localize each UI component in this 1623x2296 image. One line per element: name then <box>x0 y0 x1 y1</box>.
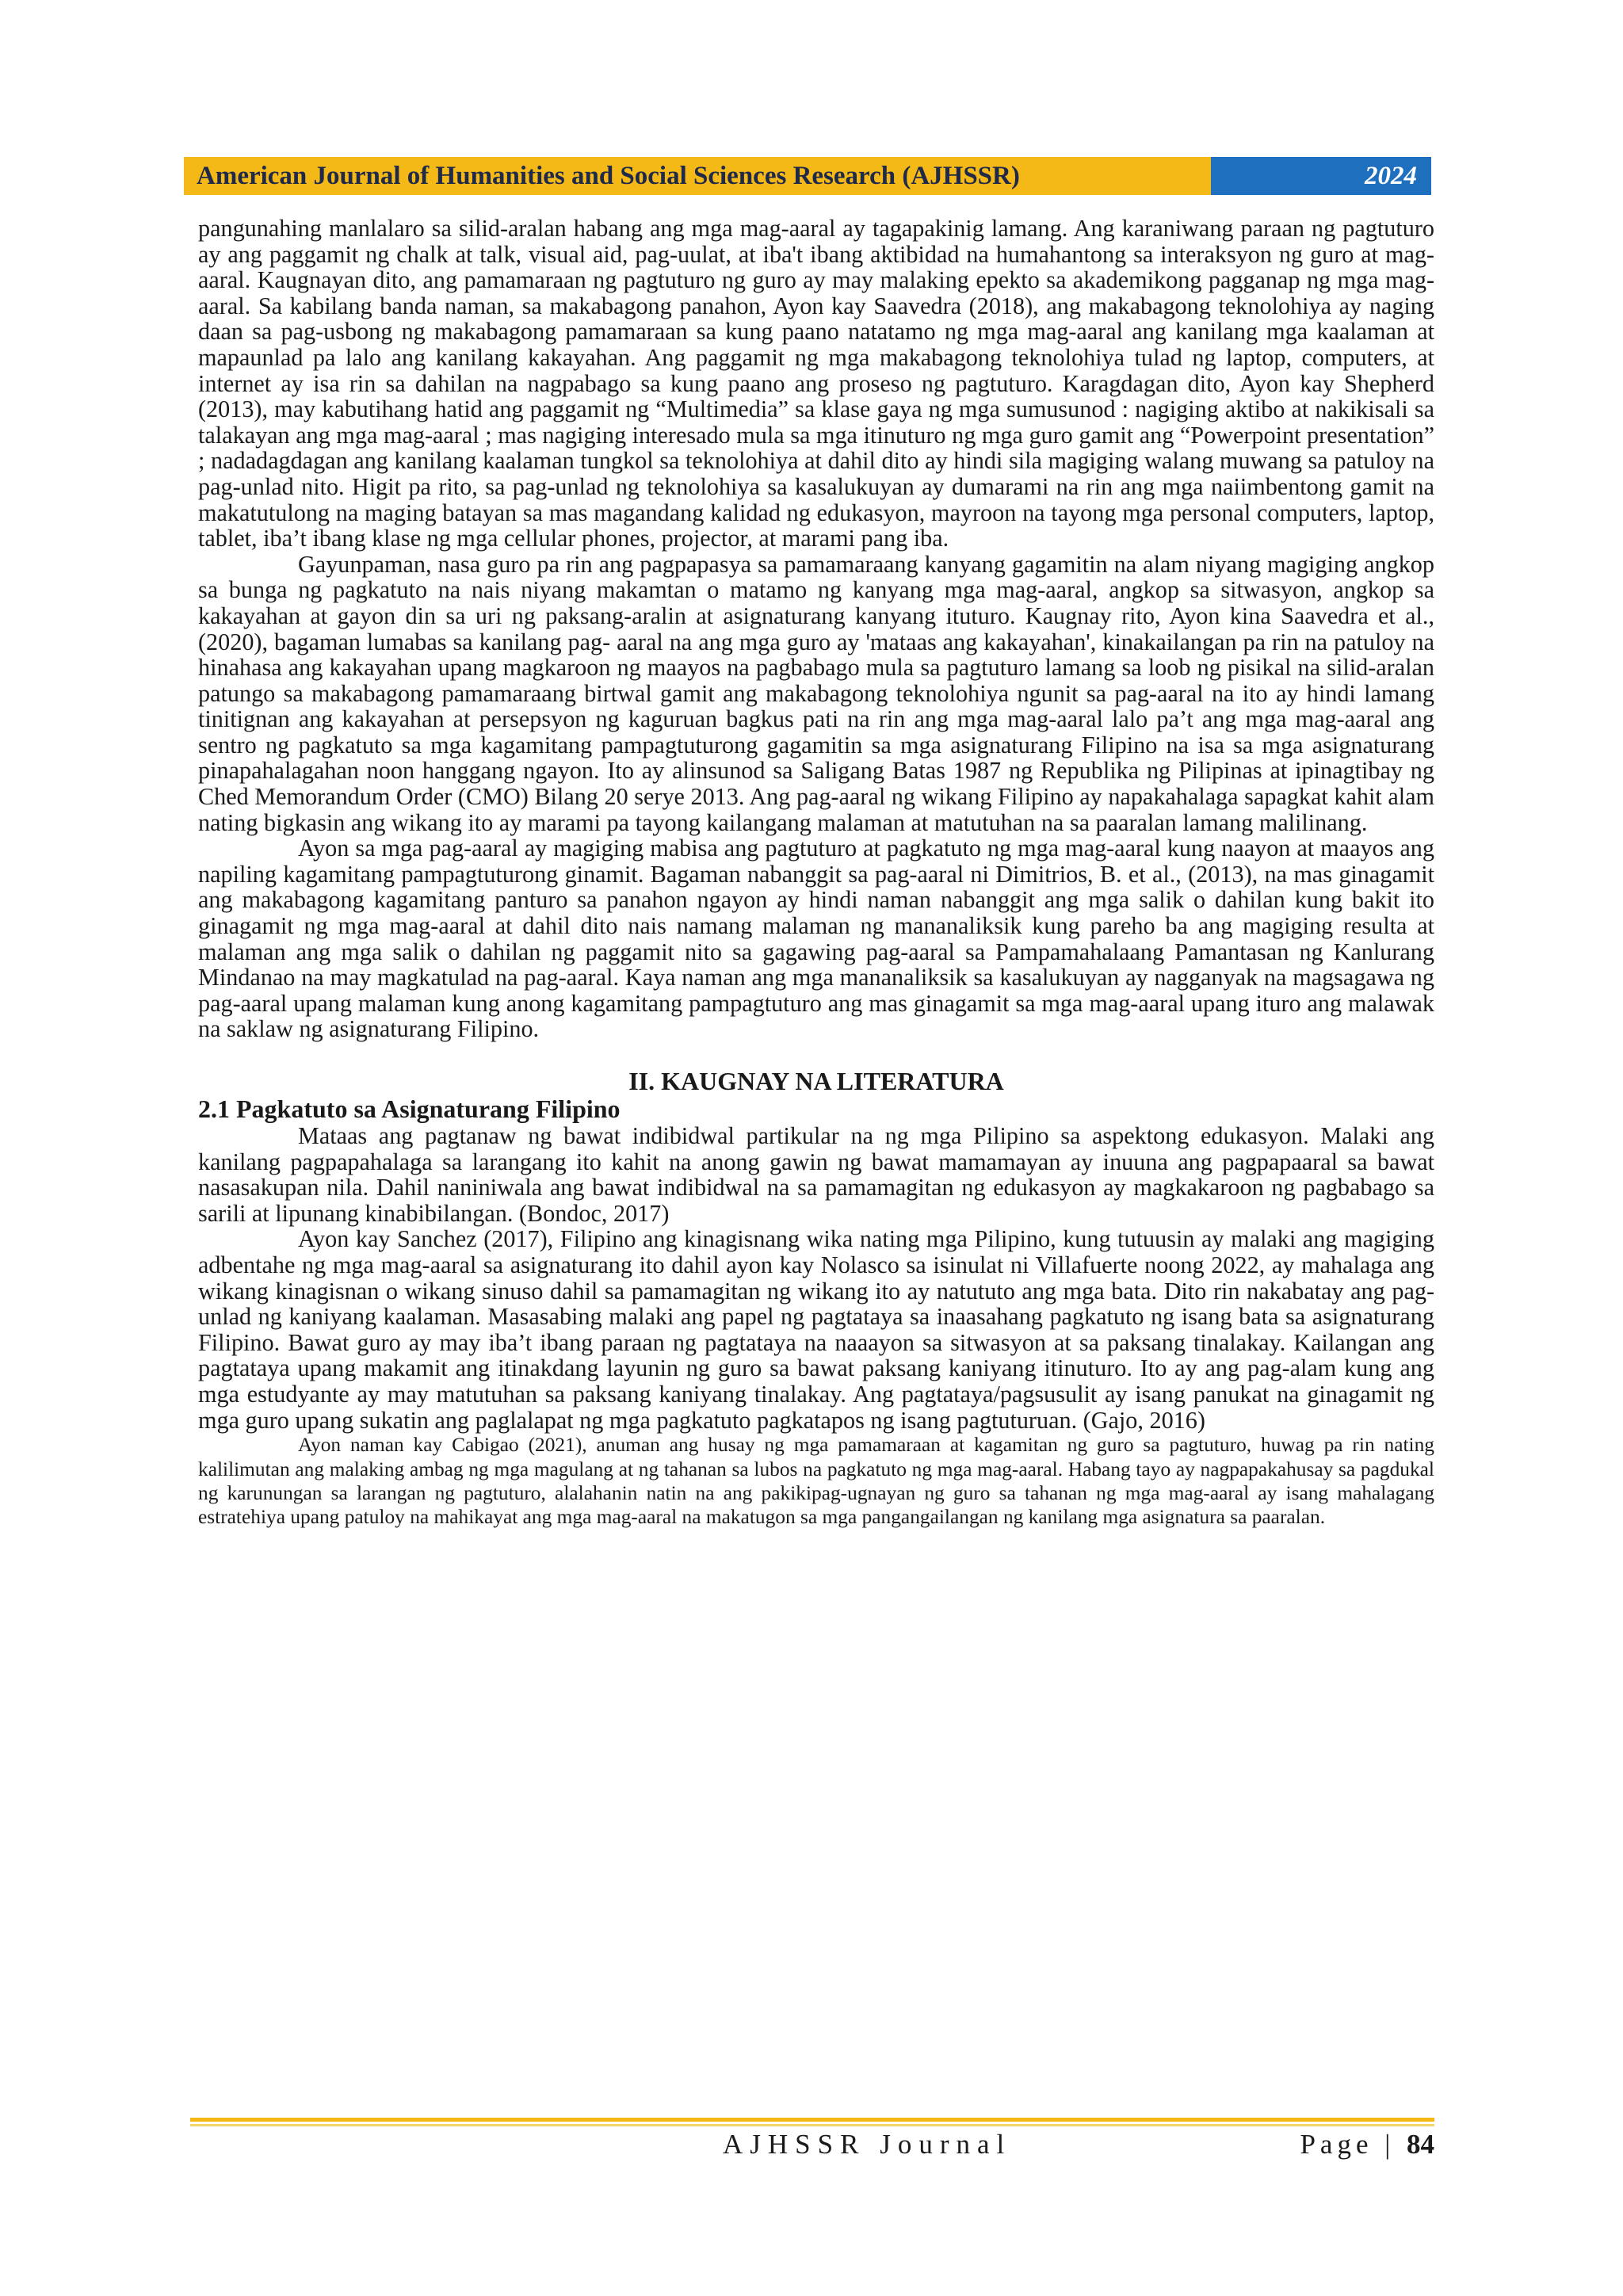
body-paragraph: Gayunpaman, nasa guro pa rin ang pagpapasya sa pamamaraang kanyang gagamitin na alam niyang magiging angkop sa bunga ng pagkatuto na nais niyang makamtan o matamo ng kanyang mga mag-aaral, angkop sa sitwasyon, angkop sa kakayahan at gayon din sa uri ng paksang-aralin at asignaturang kanyang ituturo. Kaugnay rito, Ayon kina Saavedra et al., (2020), bagaman lumabas sa kanilang pag- aaral na ang mga guro ay 'mataas ang kakayahan', kinakailangan pa rin na patuloy na hinahasa ang kakayahan upang magkaroon ng maayos na pagbabago mula sa pagtuturo lamang sa loob ng pisikal na silid-aralan patungo sa makabagong pamamaraang birtwal gamit ang makabagong teknolohiya ngunit sa pag-aaral na ito ay hindi lamang tinitignan ang kakayahan at persepsyon ng kaguruan bagkus pati na rin ang mga mag-aaral lalo pa’t ang mga mag-aaral ang sentro ng pagkatuto sa mga kagamitang pampagtuturong gagamitin sa mga asignaturang Filipino na isa sa mga asignaturang pinapahalagahan noon hanggang ngayon. Ito ay alinsunod sa Saligang Batas 1987 ng Republika ng Pilipinas at ipinagtibay ng Ched Memorandum Order (CMO) Bilang 20 serye 2013. Ang pag-aaral ng wikang Filipino ay napakahalaga sapagkat kahit alam nating bigkasin ang wikang ito ay marami pa tayong kailangang malaman at matutuhan na sa paaralan lamang malilinang. <box>198 550 1434 836</box>
page-label: Page | <box>1300 2129 1396 2160</box>
journal-title: American Journal of Humanities and Social Sciences Research (AJHSSR) <box>184 157 1211 195</box>
body-paragraph: Mataas ang pagtanaw ng bawat indibidwal partikular na ng mga Pilipino sa aspektong edukasyon. Malaki ang kanilang pagpapahalaga sa larangang ito kahit na anong gawin ng bawat mamamayan ay inuuna ang pagpapaaral sa bawat nasasakupan nila. Dahil naniniwala ang bawat indibidwal na sa pamamagitan ng edukasyon ay magkakaroon ng pagbabago sa sarili at lipunang kinabibilangan. (Bondoc, 2017) <box>198 1122 1434 1227</box>
publication-year: 2024 <box>1211 157 1431 195</box>
footer-journal-name: AJHSSR Journal <box>723 2129 1012 2160</box>
body-paragraph: Ayon kay Sanchez (2017), Filipino ang kinagisnang wika nating mga Pilipino, kung tutuusin ay malaki ang magiging adbentahe ng mga mag-aaral sa asignaturang ito dahil ayon kay Nolasco sa isinulat ni Villafuerte noong 2022, ay mahalaga ang wikang kinagisnan o wikang sinuso dahil sa pamamagitan ng wikang ito ay natututo ang mga bata. Dito rin nakabatay ang pag-unlad ng kaniyang kaalaman. Masasabing malaki ang papel ng pagtataya sa inaasahang pagkatuto ng isang bata sa asignaturang Filipino. Bawat guro ay may iba’t ibang paraan ng pagtataya na naaayon sa sitwasyon at sa paksang tinalakay. Kailangan ang pagtataya upang makamit ang itinakdang layunin ng guro sa bawat paksang kaniyang itinuturo. Ito ay ang pag-alam kung ang mga estudyante ay may matutuhan sa paksang kaniyang tinalakay. Ang pagtataya/pagsusulit ay isang panukat na ginagamit ng mga guro upang sukatin ang paglalapat ng mga pagkatuto pagkatapos ng isang pagtuturuan. (Gajo, 2016) <box>198 1225 1434 1434</box>
page-number-value: 84 <box>1407 2129 1434 2160</box>
subsection-heading: 2.1 Pagkatuto sa Asignaturang Filipino <box>198 1095 621 1123</box>
article-body <box>198 216 1434 1530</box>
page-number <box>1300 2129 1434 2160</box>
body-paragraph: pangunahing manlalaro sa silid-aralan habang ang mga mag-aaral ay tagapakinig lamang. Ang karaniwang paraan ng pagtuturo ay ang paggamit ng chalk at talk, visual aid, pag-uulat, at iba't ibang aktibidad na humahantong sa interaksyon ng guro at mag-aaral. Kaugnayan dito, ang pamamaraan ng pagtuturo ng guro ay may malaking epekto sa akademikong pagganap ng mga mag-aaral. Sa kabilang banda naman, sa makabagong panahon, Ayon kay Saavedra (2018), ang makabagong teknolohiya ay naging daan sa pag-usbong ng makabagong pamamaraan sa kung paano natatamo ng mga mag-aaral ang kanilang mga kaalaman at mapaunlad pa lalo ang kanilang kakayahan. Ang paggamit ng mga makabagong teknolohiya tulad ng laptop, computers, at internet ay isa rin sa dahilan na nagpabago sa kung paano ang proseso ng pagtuturo. Karagdagan dito, Ayon kay Shepherd (2013), may kabutihang hatid ang paggamit ng “Multimedia” sa klase gaya ng mga sumusunod : nagiging aktibo at nakikisali sa talakayan ang mga mag-aaral ; mas nagiging interesado mula sa mga itinuturo ng mga guro gamit ang “Powerpoint presentation” ; nadadagdagan ang kanilang kaalaman tungkol sa teknolohiya at dahil dito ay hindi sila magiging walang muwang sa patuloy na pag-unlad nito. Higit pa rito, sa pag-unlad ng teknolohiya sa kasalukuyan ay dumarami na rin ang mga naiimbentong gamit na makatutulong na maging batayan sa mas magandang kalidad ng edukasyon, mayroon na tayong mga personal computers, laptop, tablet, iba’t ibang klase ng mga cellular phones, projector, at marami pang iba. <box>198 215 1434 552</box>
footer-divider <box>190 2118 1434 2122</box>
body-paragraph-small: Ayon naman kay Cabigao (2021), anuman ang husay ng mga pamamaraan at kagamitan ng guro sa pagtuturo, huwag pa rin nating kalilimutan ang malaking ambag ng mga magulang at ng tahanan sa lubos na pagkatuto ng mga mag-aaral. Habang tayo ay nagpapakahusay sa pagdukal ng karunungan sa larangan ng pagtuturo, alalahanin natin na ang pakikipag-ugnayan ng guro sa tahanan ng mga mag-aaral ay isang mahalagang estratehiya upang patuloy na mahikayat ang mga mag-aaral na makatugon sa mga pangangailangan ng kanilang mga asignatura sa paaralan. <box>198 1434 1434 1529</box>
section-heading: II. KAUGNAY NA LITERATURA <box>628 1067 1004 1095</box>
body-paragraph: Ayon sa mga pag-aaral ay magiging mabisa ang pagtuturo at pagkatuto ng mga mag-aaral kung naayon at maayos ang napiling kagamitang pampagtuturong ginamit. Bagaman nabanggit sa pag-aaral ni Dimitrios, B. et al., (2013), na mas ginagamit ang makabagong kagamitang panturo sa panahon ngayon ay hindi naman nabanggit ang mga salik o dahilan kung bakit ito ginagamit ng mga mag-aaral at dahil dito nais namang malaman ng mananaliksik kung pareho ba ang magiging resulta at malaman ang mga salik o dahilan ng paggamit nito sa gagawing pag-aaral sa Pampamahalaang Pamantasan ng Kanlurang Mindanao na may magkatulad na pag-aaral. Kaya naman ang mga mananaliksik sa kasalukuyan ay nagganyak na magsagawa ng pag-aaral upang malaman kung anong kagamitang pampagtuturo ang mas ginagamit sa mga mag-aaral upang ituro ang malawak na saklaw ng asignaturang Filipino. <box>198 835 1434 1043</box>
running-header <box>184 157 1431 195</box>
footer-divider-thin <box>190 2124 1434 2126</box>
